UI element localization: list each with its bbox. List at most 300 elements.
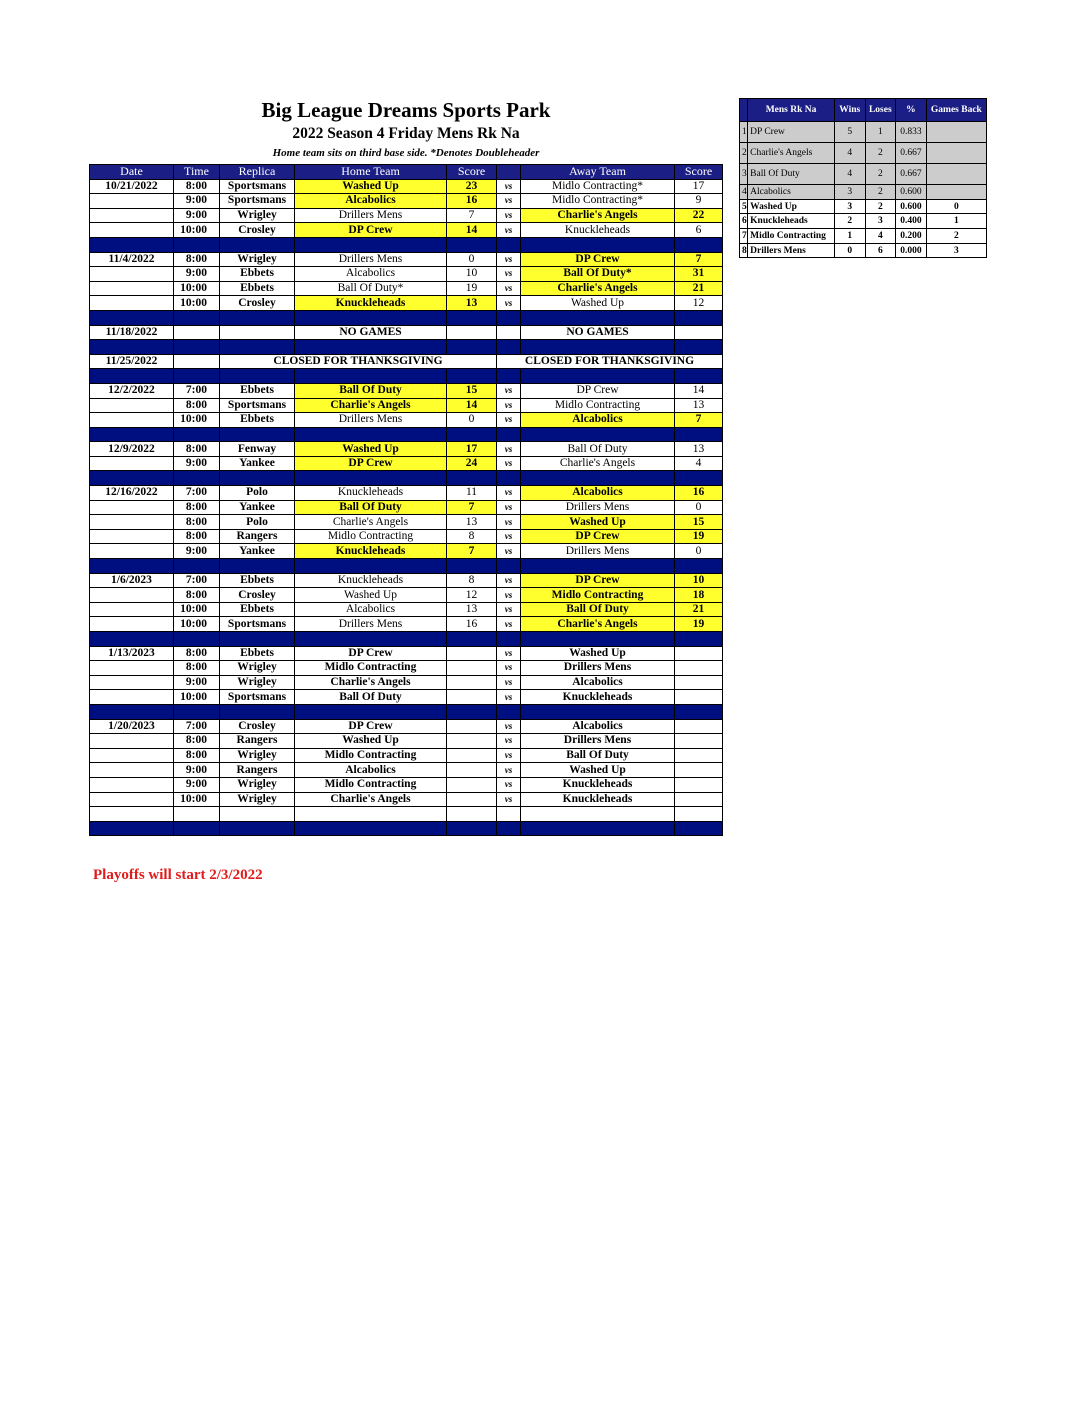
home-team: Ball Of Duty xyxy=(295,690,447,705)
team-name: Midlo Contracting xyxy=(748,229,835,244)
game-replica: Sportsmans xyxy=(220,194,295,209)
home-team: DP Crew xyxy=(295,223,447,238)
home-score: 8 xyxy=(447,529,497,544)
separator-cell xyxy=(220,310,295,325)
loses-cell: 2 xyxy=(865,143,896,164)
game-date xyxy=(90,690,174,705)
home-score xyxy=(447,807,497,822)
away-score xyxy=(675,807,723,822)
team-name: DP Crew xyxy=(748,122,835,143)
separator-cell xyxy=(220,559,295,574)
game-date: 10/21/2022 xyxy=(90,179,174,194)
home-score: 7 xyxy=(447,544,497,559)
game-row xyxy=(90,661,723,676)
loses-cell: 2 xyxy=(865,185,896,200)
away-score: 21 xyxy=(675,281,723,296)
game-replica: Polo xyxy=(220,515,295,530)
game-time: 8:00 xyxy=(174,500,220,515)
pct-cell: 0.400 xyxy=(896,214,927,229)
away-team: Drillers Mens xyxy=(521,661,675,676)
home-team: DP Crew xyxy=(295,456,447,471)
away-score: 15 xyxy=(675,515,723,530)
separator-cell xyxy=(521,632,675,647)
separator-cell xyxy=(447,237,497,252)
away-team: Knuckleheads xyxy=(521,777,675,792)
vs-label: vs xyxy=(497,544,521,559)
separator-cell xyxy=(447,427,497,442)
away-score xyxy=(675,325,723,340)
game-row xyxy=(90,763,723,778)
separator-cell xyxy=(675,471,723,486)
game-row xyxy=(90,675,723,690)
away-team: DP Crew xyxy=(521,573,675,588)
separator-cell xyxy=(220,471,295,486)
vs-label: vs xyxy=(497,500,521,515)
rank-cell: 4 xyxy=(740,185,748,200)
game-time: 9:00 xyxy=(174,208,220,223)
away-team: Midlo Contracting xyxy=(521,398,675,413)
game-replica: Fenway xyxy=(220,442,295,457)
game-replica: Ebbets xyxy=(220,573,295,588)
vs-label: vs xyxy=(497,223,521,238)
game-row xyxy=(90,281,723,296)
away-score xyxy=(675,734,723,749)
vs-label: vs xyxy=(497,646,521,661)
vs-label: vs xyxy=(497,690,521,705)
away-score: 10 xyxy=(675,573,723,588)
vs-label: vs xyxy=(497,573,521,588)
game-row xyxy=(90,602,723,617)
col-time: Time xyxy=(174,165,220,180)
game-time: 8:00 xyxy=(174,588,220,603)
home-score: 14 xyxy=(447,223,497,238)
home-score: 24 xyxy=(447,456,497,471)
away-score: 13 xyxy=(675,398,723,413)
vs-label: vs xyxy=(497,529,521,544)
separator-cell xyxy=(174,704,220,719)
separator-cell xyxy=(497,471,521,486)
away-score: 4 xyxy=(675,456,723,471)
away-score: 16 xyxy=(675,486,723,501)
game-replica: Sportsmans xyxy=(220,179,295,194)
games-back-cell xyxy=(926,164,986,185)
vs-label: vs xyxy=(497,515,521,530)
away-team: DP Crew xyxy=(521,383,675,398)
away-team: Ball Of Duty xyxy=(521,442,675,457)
loses-cell: 6 xyxy=(865,243,896,258)
separator-cell xyxy=(295,704,447,719)
game-replica: Yankee xyxy=(220,500,295,515)
vs-label: vs xyxy=(497,777,521,792)
team-name: Alcabolics xyxy=(748,185,835,200)
away-team: Charlie's Angels xyxy=(521,456,675,471)
loses-cell: 1 xyxy=(865,122,896,143)
rank-cell: 6 xyxy=(740,214,748,229)
separator-cell xyxy=(497,369,521,384)
home-score: 23 xyxy=(447,179,497,194)
separator-cell xyxy=(174,340,220,355)
separator-cell xyxy=(220,427,295,442)
home-team: Drillers Mens xyxy=(295,208,447,223)
home-score: 13 xyxy=(447,296,497,311)
game-row xyxy=(90,296,723,311)
home-team: Charlie's Angels xyxy=(295,398,447,413)
schedule-table xyxy=(89,164,723,836)
separator-cell xyxy=(174,237,220,252)
separator-cell xyxy=(295,632,447,647)
game-date xyxy=(90,661,174,676)
home-score: 12 xyxy=(447,588,497,603)
standings-row xyxy=(740,143,987,164)
away-score xyxy=(675,748,723,763)
separator-cell xyxy=(90,310,174,325)
home-team: Alcabolics xyxy=(295,194,447,209)
home-team: NO GAMES xyxy=(295,325,447,340)
game-time xyxy=(174,325,220,340)
separator-cell xyxy=(675,310,723,325)
week-separator xyxy=(90,704,723,719)
game-date: 1/13/2023 xyxy=(90,646,174,661)
game-row xyxy=(90,208,723,223)
vs-label: vs xyxy=(497,413,521,428)
game-time: 8:00 xyxy=(174,515,220,530)
game-date xyxy=(90,588,174,603)
vs-label: vs xyxy=(497,617,521,632)
separator-cell xyxy=(220,632,295,647)
rank-cell: 5 xyxy=(740,199,748,214)
game-replica: Wrigley xyxy=(220,661,295,676)
game-replica: Sportsmans xyxy=(220,690,295,705)
home-team: Charlie's Angels xyxy=(295,792,447,807)
separator-cell xyxy=(220,340,295,355)
home-team xyxy=(295,807,447,822)
away-score: 19 xyxy=(675,617,723,632)
game-date xyxy=(90,296,174,311)
game-time: 8:00 xyxy=(174,734,220,749)
home-team: Drillers Mens xyxy=(295,617,447,632)
away-score: 6 xyxy=(675,223,723,238)
game-date: 11/4/2022 xyxy=(90,252,174,267)
game-date: 11/18/2022 xyxy=(90,325,174,340)
pct-cell: 0.000 xyxy=(896,243,927,258)
game-time: 9:00 xyxy=(174,194,220,209)
game-row xyxy=(90,690,723,705)
game-date xyxy=(90,763,174,778)
playoffs-note: Playoffs will start 2/3/2022 xyxy=(93,867,263,883)
away-score xyxy=(675,690,723,705)
home-team: Alcabolics xyxy=(295,602,447,617)
separator-cell xyxy=(90,340,174,355)
col-games-back: Games Back xyxy=(926,99,986,122)
away-team: Washed Up xyxy=(521,515,675,530)
wins-cell: 3 xyxy=(834,185,865,200)
home-team: Charlie's Angels xyxy=(295,515,447,530)
team-name: Ball Of Duty xyxy=(748,164,835,185)
game-date xyxy=(90,807,174,822)
vs-label: vs xyxy=(497,442,521,457)
separator-cell xyxy=(447,821,497,836)
page-subtitle: 2022 Season 4 Friday Mens Rk Na xyxy=(292,125,520,142)
home-team: Knuckleheads xyxy=(295,296,447,311)
home-score: 8 xyxy=(447,573,497,588)
home-team: Charlie's Angels xyxy=(295,675,447,690)
separator-cell xyxy=(90,471,174,486)
pct-cell: 0.600 xyxy=(896,185,927,200)
separator-cell xyxy=(295,340,447,355)
home-score: 7 xyxy=(447,208,497,223)
wins-cell: 3 xyxy=(834,199,865,214)
away-team: Alcabolics xyxy=(521,486,675,501)
away-team: Midlo Contracting* xyxy=(521,194,675,209)
game-replica: Sportsmans xyxy=(220,398,295,413)
game-date xyxy=(90,602,174,617)
separator-cell xyxy=(90,704,174,719)
separator-cell xyxy=(174,632,220,647)
col-pct: % xyxy=(896,99,927,122)
game-replica: Rangers xyxy=(220,763,295,778)
header-note: Home team sits on third base side. *Denotes Doubleheader xyxy=(272,147,540,159)
separator-cell xyxy=(90,237,174,252)
separator-cell xyxy=(174,310,220,325)
separator-cell xyxy=(521,704,675,719)
vs-label: vs xyxy=(497,792,521,807)
separator-cell xyxy=(521,427,675,442)
game-row xyxy=(90,792,723,807)
game-replica: Crosley xyxy=(220,588,295,603)
team-name: Charlie's Angels xyxy=(748,143,835,164)
home-team: Ball Of Duty xyxy=(295,383,447,398)
game-time: 8:00 xyxy=(174,179,220,194)
away-team: DP Crew xyxy=(521,529,675,544)
games-back-cell: 0 xyxy=(926,199,986,214)
standings-row xyxy=(740,185,987,200)
games-back-cell: 1 xyxy=(926,214,986,229)
pct-cell: 0.833 xyxy=(896,122,927,143)
game-time: 10:00 xyxy=(174,792,220,807)
separator-cell xyxy=(447,310,497,325)
vs-label: vs xyxy=(497,748,521,763)
vs-label: vs xyxy=(497,383,521,398)
away-team: Washed Up xyxy=(521,296,675,311)
away-team: Alcabolics xyxy=(521,413,675,428)
week-separator xyxy=(90,427,723,442)
vs-label: vs xyxy=(497,179,521,194)
separator-cell xyxy=(174,471,220,486)
home-score xyxy=(447,719,497,734)
home-team: Knuckleheads xyxy=(295,486,447,501)
home-team: Washed Up xyxy=(295,588,447,603)
separator-cell xyxy=(295,369,447,384)
game-date: 1/6/2023 xyxy=(90,573,174,588)
game-row xyxy=(90,515,723,530)
away-team: Drillers Mens xyxy=(521,500,675,515)
away-score: 7 xyxy=(675,252,723,267)
game-time: 10:00 xyxy=(174,223,220,238)
standings-row xyxy=(740,164,987,185)
game-replica: Ebbets xyxy=(220,602,295,617)
game-time: 10:00 xyxy=(174,617,220,632)
home-team: DP Crew xyxy=(295,719,447,734)
game-row xyxy=(90,179,723,194)
game-row xyxy=(90,777,723,792)
col-team: Mens Rk Na xyxy=(748,99,835,122)
game-time xyxy=(174,354,220,369)
game-date xyxy=(90,734,174,749)
home-team: Midlo Contracting xyxy=(295,748,447,763)
home-closed-label: CLOSED FOR THANKSGIVING xyxy=(220,354,497,369)
game-replica xyxy=(220,807,295,822)
away-score: 0 xyxy=(675,500,723,515)
game-replica: Ebbets xyxy=(220,413,295,428)
game-time: 9:00 xyxy=(174,267,220,282)
rank-cell: 2 xyxy=(740,143,748,164)
game-date xyxy=(90,500,174,515)
standings-table xyxy=(739,98,987,258)
home-score: 10 xyxy=(447,267,497,282)
away-team: Charlie's Angels xyxy=(521,208,675,223)
game-replica: Wrigley xyxy=(220,748,295,763)
vs-label: vs xyxy=(497,763,521,778)
away-team: Charlie's Angels xyxy=(521,617,675,632)
away-team: Alcabolics xyxy=(521,675,675,690)
game-row xyxy=(90,734,723,749)
vs-label: vs xyxy=(497,456,521,471)
game-time: 7:00 xyxy=(174,573,220,588)
game-row xyxy=(90,646,723,661)
separator-cell xyxy=(295,237,447,252)
home-team: Washed Up xyxy=(295,179,447,194)
game-row xyxy=(90,252,723,267)
separator-cell xyxy=(521,237,675,252)
week-separator xyxy=(90,310,723,325)
vs-label: vs xyxy=(497,734,521,749)
away-team: NO GAMES xyxy=(521,325,675,340)
game-row xyxy=(90,748,723,763)
game-time: 8:00 xyxy=(174,646,220,661)
game-row xyxy=(90,617,723,632)
game-row xyxy=(90,544,723,559)
game-date xyxy=(90,223,174,238)
team-name: Knuckleheads xyxy=(748,214,835,229)
col-replica: Replica xyxy=(220,165,295,180)
standings-row xyxy=(740,122,987,143)
game-row xyxy=(90,223,723,238)
game-date xyxy=(90,281,174,296)
game-time: 8:00 xyxy=(174,398,220,413)
game-date xyxy=(90,456,174,471)
game-date xyxy=(90,413,174,428)
vs-label: vs xyxy=(497,719,521,734)
pct-cell: 0.200 xyxy=(896,229,927,244)
home-score xyxy=(447,675,497,690)
separator-cell xyxy=(295,559,447,574)
game-date xyxy=(90,675,174,690)
closed-row xyxy=(90,354,723,369)
week-separator xyxy=(90,471,723,486)
away-team: Charlie's Angels xyxy=(521,281,675,296)
game-date xyxy=(90,194,174,209)
game-row xyxy=(90,807,723,822)
away-team: Alcabolics xyxy=(521,719,675,734)
home-team: Washed Up xyxy=(295,442,447,457)
separator-cell xyxy=(295,821,447,836)
game-date xyxy=(90,267,174,282)
game-row xyxy=(90,398,723,413)
separator-cell xyxy=(497,821,521,836)
away-score: 22 xyxy=(675,208,723,223)
away-score xyxy=(675,719,723,734)
away-team: Drillers Mens xyxy=(521,734,675,749)
col-home-team: Home Team xyxy=(295,165,447,180)
separator-cell xyxy=(174,821,220,836)
standings-row xyxy=(740,214,987,229)
game-time: 9:00 xyxy=(174,675,220,690)
schedule-header-row xyxy=(90,165,723,180)
separator-cell xyxy=(174,427,220,442)
home-score xyxy=(447,734,497,749)
standings-row xyxy=(740,229,987,244)
team-name: Washed Up xyxy=(748,199,835,214)
home-score xyxy=(447,690,497,705)
away-score xyxy=(675,646,723,661)
separator-cell xyxy=(295,310,447,325)
separator-cell xyxy=(521,369,675,384)
game-date xyxy=(90,748,174,763)
vs-label: vs xyxy=(497,296,521,311)
away-score xyxy=(675,792,723,807)
away-score: 0 xyxy=(675,544,723,559)
rank-cell: 3 xyxy=(740,164,748,185)
team-name: Drillers Mens xyxy=(748,243,835,258)
home-score: 0 xyxy=(447,252,497,267)
game-time: 9:00 xyxy=(174,763,220,778)
col-rank xyxy=(740,99,748,122)
home-team: Ball Of Duty* xyxy=(295,281,447,296)
separator-cell xyxy=(497,340,521,355)
standings-row xyxy=(740,199,987,214)
separator-cell xyxy=(447,559,497,574)
wins-cell: 1 xyxy=(834,229,865,244)
game-time: 10:00 xyxy=(174,296,220,311)
col-vs xyxy=(497,165,521,180)
home-score xyxy=(447,792,497,807)
week-separator xyxy=(90,237,723,252)
home-score: 11 xyxy=(447,486,497,501)
game-row xyxy=(90,383,723,398)
away-closed-label: CLOSED FOR THANKSGIVING xyxy=(497,354,723,369)
no-games-row xyxy=(90,325,723,340)
home-team: Knuckleheads xyxy=(295,573,447,588)
separator-cell xyxy=(521,821,675,836)
loses-cell: 2 xyxy=(865,199,896,214)
loses-cell: 4 xyxy=(865,229,896,244)
separator-cell xyxy=(521,559,675,574)
home-team: Alcabolics xyxy=(295,763,447,778)
away-team: Drillers Mens xyxy=(521,544,675,559)
game-time: 9:00 xyxy=(174,456,220,471)
game-row xyxy=(90,413,723,428)
home-team: Washed Up xyxy=(295,734,447,749)
home-team: Alcabolics xyxy=(295,267,447,282)
separator-cell xyxy=(675,427,723,442)
separator-cell xyxy=(447,471,497,486)
game-date: 12/16/2022 xyxy=(90,486,174,501)
away-score: 14 xyxy=(675,383,723,398)
wins-cell: 0 xyxy=(834,243,865,258)
separator-cell xyxy=(497,237,521,252)
loses-cell: 3 xyxy=(865,214,896,229)
home-score: 0 xyxy=(447,413,497,428)
